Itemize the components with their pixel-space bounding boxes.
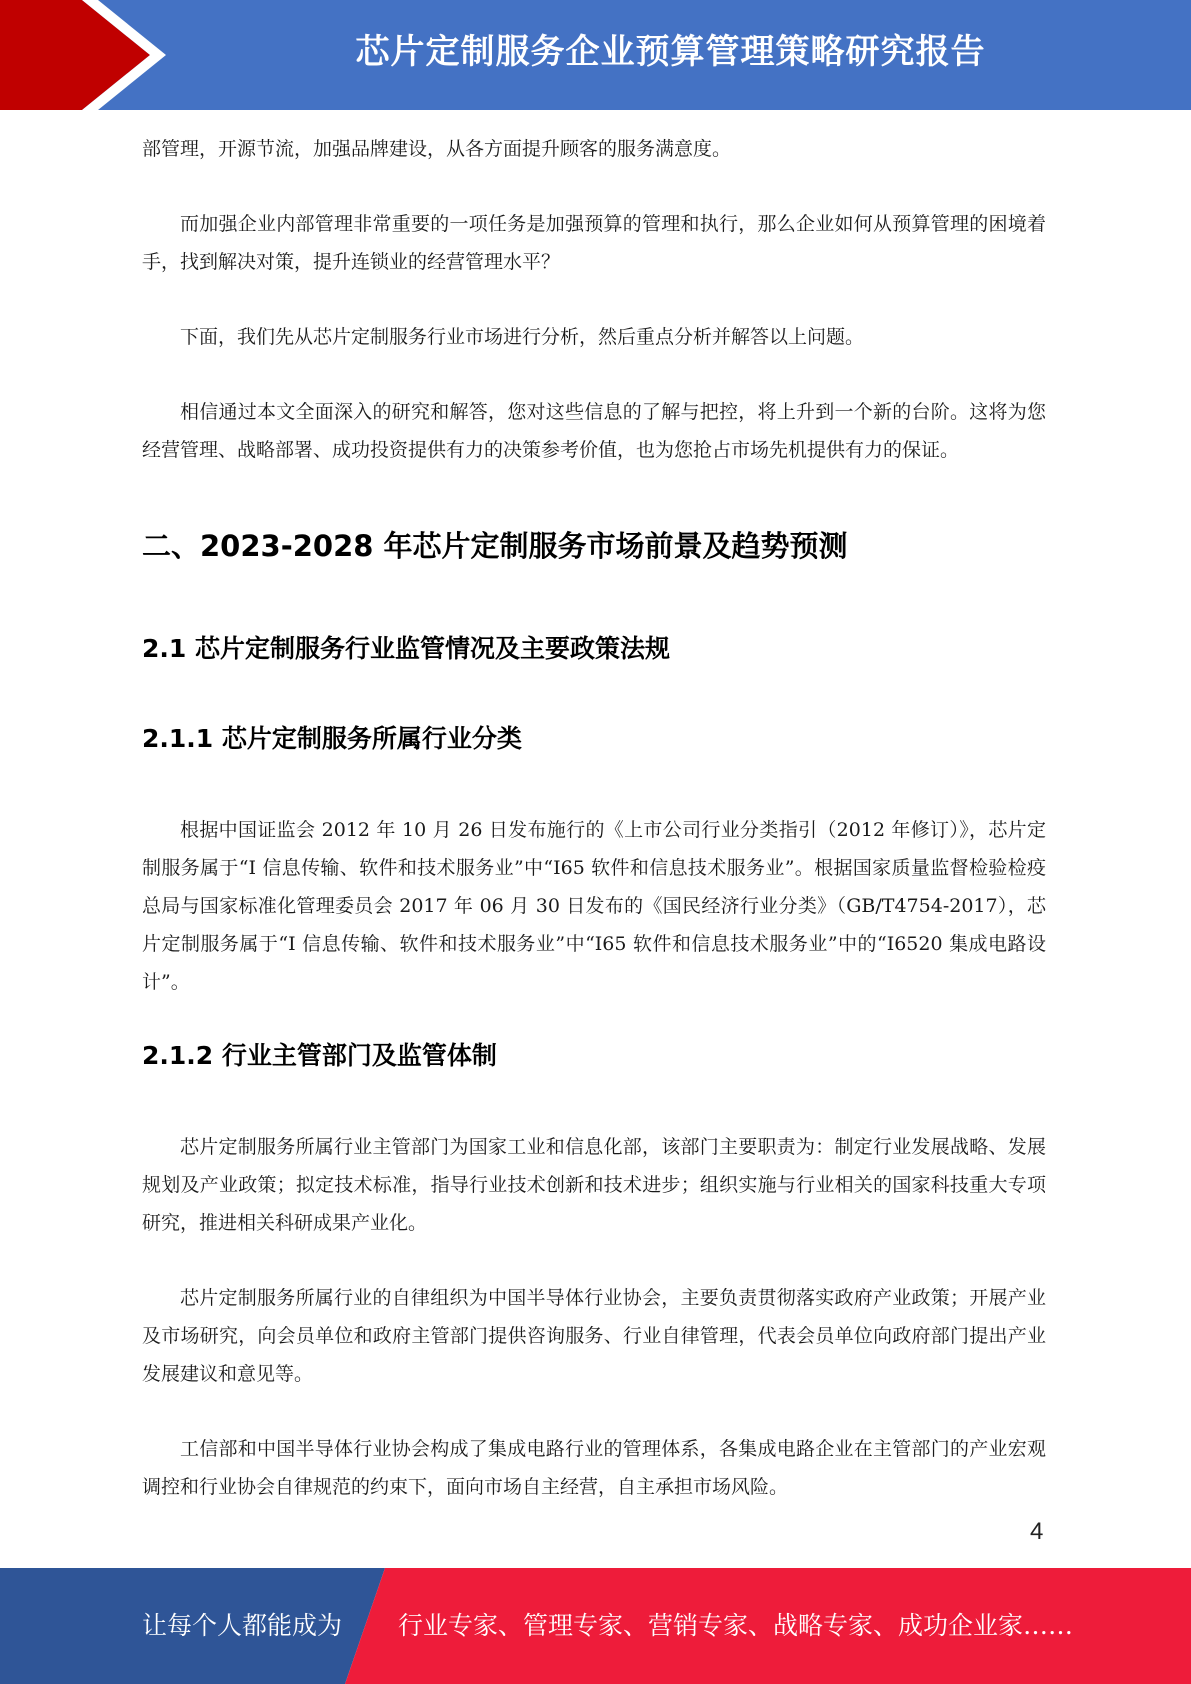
- footer-slogan-right: 行业专家、管理专家、营销专家、战略专家、成功企业家……: [398, 1611, 1074, 1640]
- page-footer: [0, 1568, 1191, 1684]
- paragraph: 根据中国证监会 2012 年 10 月 26 日发布施行的《上市公司行业分类指引（2012 年修订）》，芯片定制服务属于“I 信息传输、软件和技术服务业”中“I65 软件和信息技术服务业”。根据国家质量监督检验检疫总局与国家标准化管理委员会 2017 年 06 月 30 日发布的《国民经济行业分类》（GB/T4754-2017），芯片定制服务属于“I 信息传输、软件和技术服务业”中“I65 软件和信息技术服务业”中的“I6520 集成电路设计”。: [142, 819, 1046, 993]
- subsubsection-heading: 2.1.1 芯片定制服务所属行业分类: [142, 724, 522, 753]
- paragraph: 芯片定制服务所属行业的自律组织为中国半导体行业协会，主要负责贯彻落实政府产业政策；开展产业及市场研究，向会员单位和政府主管部门提供咨询服务、行业自律管理，代表会员单位向政府部门提出产业发展建议和意见等。: [142, 1287, 1046, 1385]
- paragraph: 部管理，开源节流，加强品牌建设，从各方面提升顾客的服务满意度。: [142, 138, 732, 160]
- paragraph: 而加强企业内部管理非常重要的一项任务是加强预算的管理和执行，那么企业如何从预算管理的困境着手，找到解决对策，提升连锁业的经营管理水平？: [142, 213, 1046, 273]
- section-heading: 二、2023-2028 年芯片定制服务市场前景及趋势预测: [142, 529, 848, 563]
- page-header: [0, 0, 1191, 110]
- subsubsection-heading: 2.1.2 行业主管部门及监管体制: [142, 1041, 497, 1070]
- paragraph: 工信部和中国半导体行业协会构成了集成电路行业的管理体系，各集成电路企业在主管部门的产业宏观调控和行业协会自律规范的约束下，面向市场自主经营，自主承担市场风险。: [142, 1438, 1046, 1498]
- paragraph: 相信通过本文全面深入的研究和解答，您对这些信息的了解与把控，将上升到一个新的台阶。这将为您经营管理、战略部署、成功投资提供有力的决策参考价值，也为您抢占市场先机提供有力的保证。: [142, 401, 1046, 461]
- paragraph: 芯片定制服务所属行业主管部门为国家工业和信息化部，该部门主要职责为：制定行业发展战略、发展规划及产业政策；拟定技术标准，指导行业技术创新和技术进步；组织实施与行业相关的国家科技重大专项研究，推进相关科研成果产业化。: [142, 1136, 1046, 1234]
- report-title: 芯片定制服务企业预算管理策略研究报告: [355, 32, 986, 72]
- paragraph: 下面，我们先从芯片定制服务行业市场进行分析，然后重点分析并解答以上问题。: [180, 326, 865, 348]
- footer-slogan-left: 让每个人都能成为: [142, 1611, 343, 1640]
- subsection-heading: 2.1 芯片定制服务行业监管情况及主要政策法规: [142, 634, 670, 663]
- document-body: [142, 130, 1046, 1543]
- page-number: 4: [1030, 1518, 1044, 1545]
